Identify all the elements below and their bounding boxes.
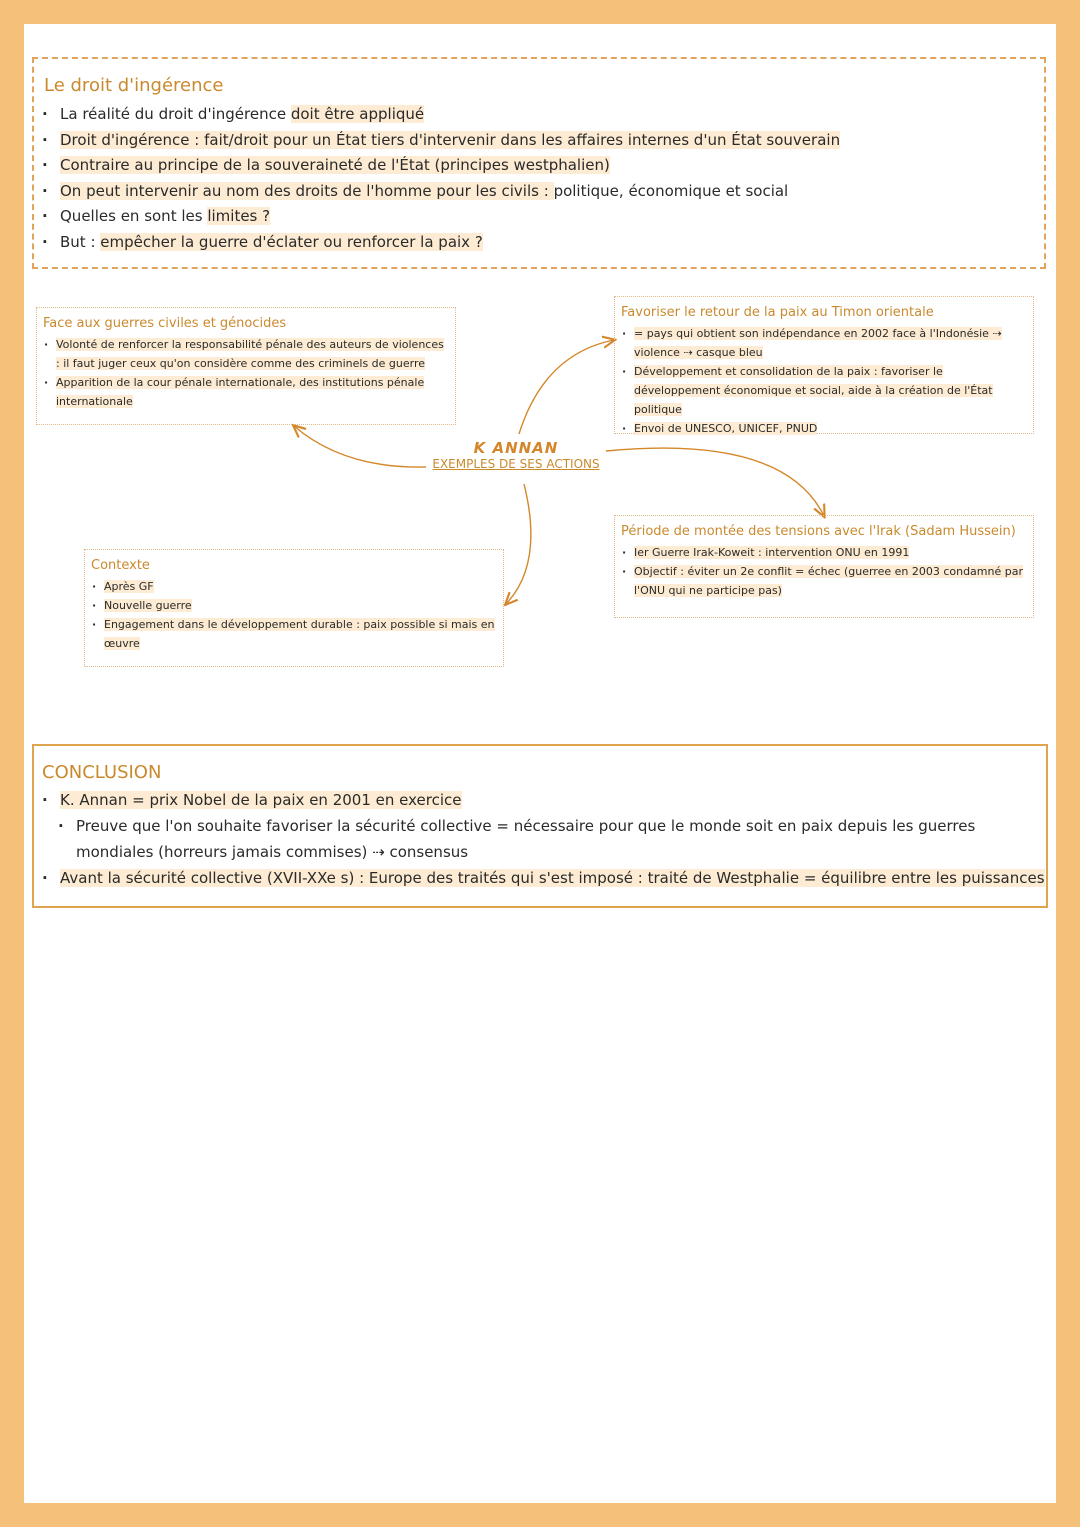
page [24,24,1056,1503]
arrow-to-contexte [506,484,531,604]
list-item: · Droit d'ingérence : fait/droit pour un État tiers d'intervenir dans les affaires internes d'un État souverain [42,128,1044,154]
center-node [426,440,606,472]
card-title: Contexte [91,558,150,573]
list-item: · Quelles en sont les limites ? [42,204,1044,230]
card-title: Période de montée des tensions avec l'Irak (Sadam Hussein) [621,524,1016,539]
list-item: · Ier Guerre Irak-Koweit : intervention ONU en 1991 [621,543,1027,562]
card-guerres-civiles [36,307,456,425]
list-item: · Contraire au principe de la souveraineté de l'État (principes westphalien) [42,153,1044,179]
list-item: · K. Annan = prix Nobel de la paix en 2001 en exercice [42,787,1046,813]
list-item: · Volonté de renforcer la responsabilité pénale des auteurs de violences : il faut juger ceux qu'on considère comme des criminels de guerre [43,335,449,373]
list-item: · But : empêcher la guerre d'éclater ou renforcer la paix ? [42,230,1044,256]
arrow-to-timor [519,340,614,434]
conclusion-section [32,744,1048,908]
list-item: · Engagement dans le développement durable : paix possible si mais en œuvre [91,615,497,653]
arrow-to-guerres [294,426,426,467]
list-item: · Apparition de la cour pénale internationale, des institutions pénale internationale [43,373,449,411]
list-item: · On peut intervenir au nom des droits de l'homme pour les civils : politique, économique et social [42,179,1044,205]
list-item: · Objectif : éviter un 2e conflit = échec (guerree en 2003 condamné par l'ONU qui ne participe pas) [621,562,1027,600]
card-irak [614,515,1034,618]
list-item: · Nouvelle guerre [91,596,497,615]
card-timor-oriental [614,296,1034,434]
list-item: · La réalité du droit d'ingérence doit être appliqué [42,102,1044,128]
section-title: Le droit d'ingérence [44,75,224,96]
card-title: Face aux guerres civiles et génocides [43,316,287,331]
list-item: · Envoi de UNESCO, UNICEF, PNUD [621,419,1027,438]
section-title: CONCLUSION [42,762,162,783]
center-name: K ANNAN [473,439,559,457]
card-contexte [84,549,504,667]
list-item: · Après GF [91,577,497,596]
card-title: Favoriser le retour de la paix au Timon orientale [621,305,934,320]
list-item: · Preuve que l'on souhaite favoriser la sécurité collective = nécessaire pour que le monde soit en paix depuis les guerres mondiales (horreurs jamais commises) ⇢ consensus [42,813,1046,865]
arrow-to-irak [606,448,824,516]
center-subtitle: EXEMPLES DE SES ACTIONS [432,457,600,471]
list-item: · Développement et consolidation de la paix : favoriser le développement économique et social, aide à la création de l'État politique [621,362,1027,419]
list-item: · Avant la sécurité collective (XVII-XXe s) : Europe des traités qui s'est imposé : traité de Westphalie = équilibre entre les puissances [42,865,1046,891]
list-item: · = pays qui obtient son indépendance en 2002 face à l'Indonésie ⇢ violence ⇢ casque bleu [621,324,1027,362]
